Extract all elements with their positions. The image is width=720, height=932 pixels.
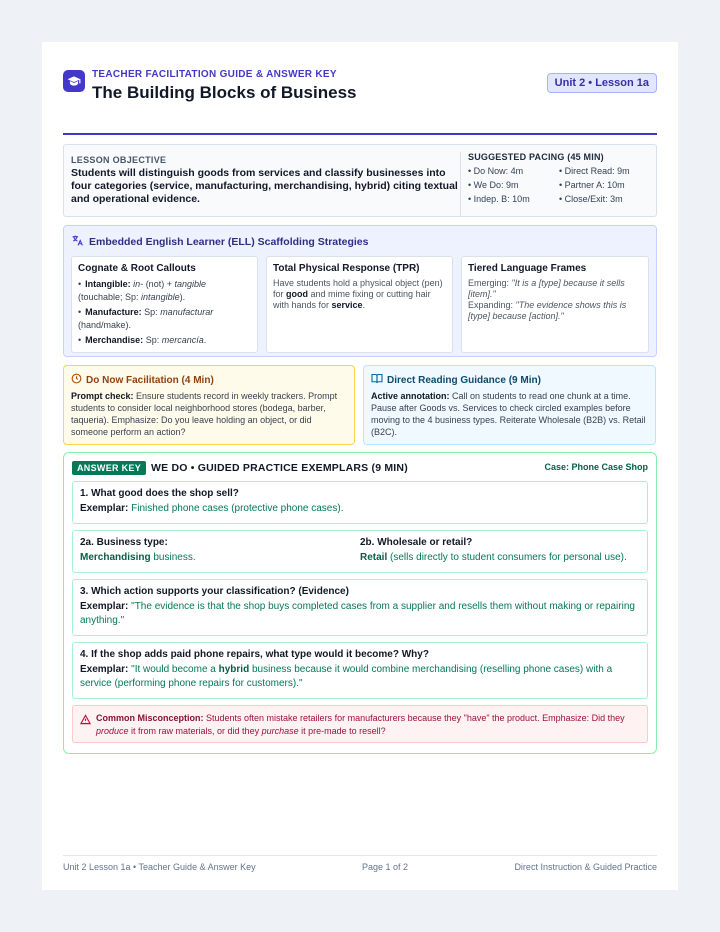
list-item: • Intangible: in- (not) + tangible (touchable; Sp: intangible). xyxy=(78,279,206,302)
question-2b: 2b. Wholesale or retail? Retail (sells directly to student consumers for personal use). xyxy=(360,537,627,563)
ell-strategies-panel xyxy=(63,225,657,357)
question-2a: 2a. Business type: Merchandising business. xyxy=(80,537,196,563)
page-title: The Building Blocks of Business xyxy=(92,83,357,102)
question-1: 1. What good does the shop sell? Exemplar: Finished phone cases (protective phone cases). xyxy=(72,481,648,524)
pacing-title: SUGGESTED PACING (45 MIN) xyxy=(468,152,604,162)
do-now-panel xyxy=(63,365,355,445)
footer-right: Direct Instruction & Guided Practice xyxy=(514,862,657,872)
question-2 xyxy=(72,530,648,573)
tpr-title: Total Physical Response (TPR) xyxy=(273,263,420,274)
book-open-icon xyxy=(371,373,383,387)
objective-text: Students will distinguish goods from services and classify businesses into four categories (service, manufacturing, merchandising, hybrid) citing textual and operational evidence. xyxy=(71,167,458,205)
guide-kicker: TEACHER FACILITATION GUIDE & ANSWER KEY xyxy=(92,69,337,80)
warning-icon xyxy=(80,712,91,742)
clock-icon xyxy=(71,373,82,387)
pacing-item: • Indep. B: 10m xyxy=(468,194,530,204)
question-3: 3. Which action supports your classification? (Evidence) Exemplar: "The evidence is that the shop buys completed cases from a supplier and resells them without making or repairing anything." xyxy=(72,579,648,636)
objective-label: LESSON OBJECTIVE xyxy=(71,155,167,165)
footer-left: Unit 2 Lesson 1a • Teacher Guide & Answer Key xyxy=(63,862,256,872)
list-item: • Manufacture: Sp: manufacturar (hand/make). xyxy=(78,307,214,330)
frames-card xyxy=(461,256,649,353)
reading-text: Active annotation: Call on students to read one chunk at a time. Pause after Goods vs. Services to check circled examples before moving to the 4 business types. Reiterate Wholesale (B2B) vs. Retail (B2C). xyxy=(371,391,646,437)
case-label: Case: Phone Case Shop xyxy=(544,462,648,472)
graduation-cap-icon xyxy=(63,70,85,92)
reading-title: Direct Reading Guidance (9 Min) xyxy=(387,374,541,386)
question-4: 4. If the shop adds paid phone repairs, what type would it become? Why? Exemplar: "It would become a hybrid business because it would combine merchandising (reselling phone cases) with a service (performing phone repairs for customers)." xyxy=(72,642,648,699)
misconception-callout: Common Misconception: Students often mistake retailers for manufacturers because they "have" the product. Emphasize: Did they produce it from raw materials, or did they purchase it pre-made to resell? xyxy=(72,705,648,743)
pacing-item: • We Do: 9m xyxy=(468,180,519,190)
frames-title: Tiered Language Frames xyxy=(468,263,587,274)
objective-panel xyxy=(63,144,657,217)
emerging-frame: Emerging: "It is a [type] because it sells [item]." xyxy=(468,278,625,299)
answer-key-title: WE DO • GUIDED PRACTICE EXEMPLARS (9 MIN) xyxy=(151,462,408,474)
do-now-title: Do Now Facilitation (4 Min) xyxy=(86,374,214,386)
pacing-panel xyxy=(460,152,649,216)
page-number: Page 1 of 2 xyxy=(362,862,409,872)
unit-badge: Unit 2 • Lesson 1a xyxy=(547,73,657,93)
list-item: • Merchandise: Sp: mercancía. xyxy=(78,335,207,345)
pacing-item: • Do Now: 4m xyxy=(468,166,524,176)
ell-title: Embedded English Learner (ELL) Scaffolding Strategies xyxy=(89,236,369,248)
tpr-text: Have students hold a physical object (pen) for good and mime fixing or cutting hair with hands for service. xyxy=(273,278,443,310)
page-footer xyxy=(63,855,657,872)
worksheet-page xyxy=(42,42,678,890)
answer-key-panel xyxy=(63,452,657,754)
pacing-item: • Partner A: 10m xyxy=(559,180,625,190)
pacing-item: • Close/Exit: 3m xyxy=(559,194,623,204)
do-now-text: Prompt check: Ensure students record in weekly trackers. Prompt students to consider local neighborhood stores (bodega, barber, taqueria). Emphasize: Do you leave holding an object, or did someone perform an action? xyxy=(71,391,338,437)
answer-key-badge: ANSWER KEY xyxy=(72,461,146,475)
translate-icon xyxy=(71,234,84,250)
pacing-item: • Direct Read: 9m xyxy=(559,166,630,176)
cognates-card xyxy=(71,256,258,353)
tpr-card xyxy=(266,256,453,353)
page-header xyxy=(63,69,657,135)
cognates-title: Cognate & Root Callouts xyxy=(78,263,196,274)
reading-panel xyxy=(363,365,656,445)
expanding-frame: Expanding: "The evidence shows this is [type] because [action]." xyxy=(468,300,627,321)
